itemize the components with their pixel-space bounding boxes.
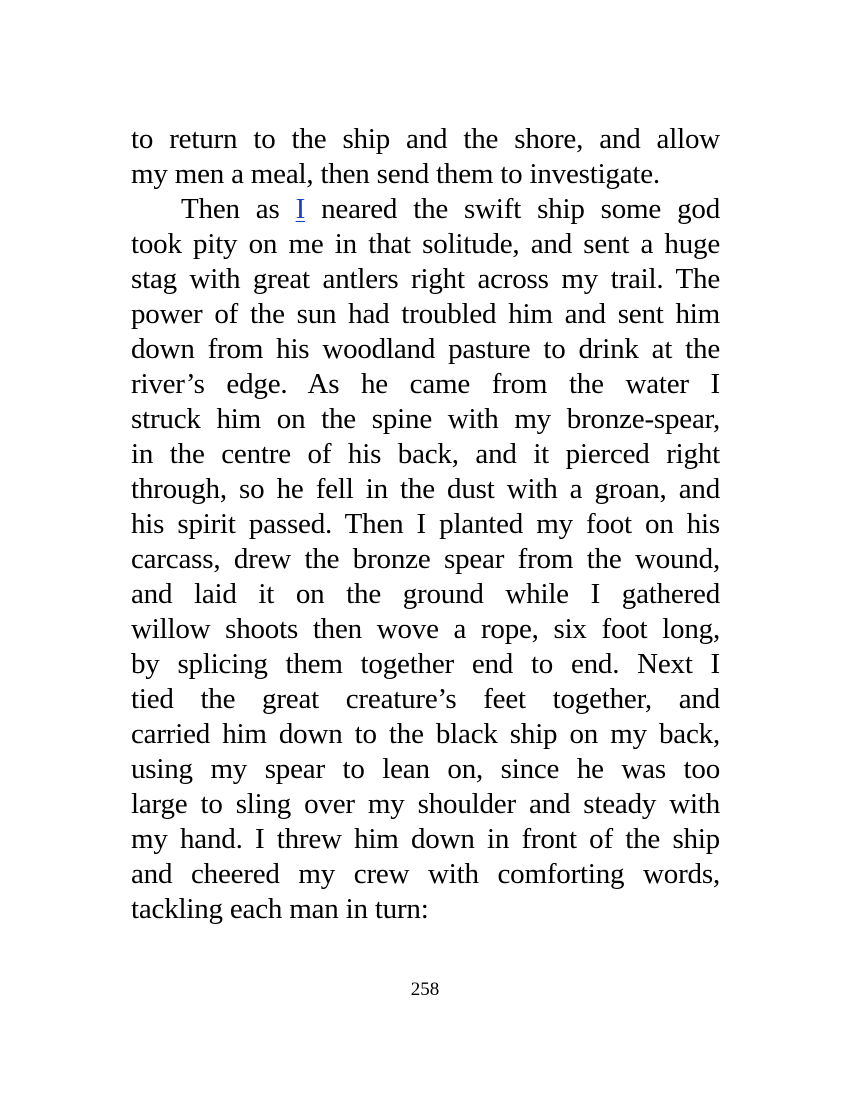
text-segment: Then as xyxy=(181,193,280,225)
text-line: in the centre of his back, and it pierced right xyxy=(131,438,720,470)
footnote-link[interactable]: I xyxy=(295,193,306,225)
text-line: tied the great creature’s feet together, and xyxy=(131,683,720,715)
text-line: using my spear to lean on, since he was too xyxy=(131,753,720,785)
text-line: and cheered my crew with comforting words, xyxy=(131,858,720,890)
text-line: to return to the ship and the shore, and allow xyxy=(131,123,720,155)
text-line: down from his woodland pasture to drink at the xyxy=(131,333,720,365)
text-line: struck him on the spine with my bronze-spear, xyxy=(131,403,720,435)
text-line: through, so he fell in the dust with a groan, and xyxy=(131,473,720,505)
text-line: carcass, drew the bronze spear from the wound, xyxy=(131,543,720,575)
paragraph xyxy=(131,122,720,192)
text-line: large to sling over my shoulder and steady with xyxy=(131,788,720,820)
text-line: and laid it on the ground while I gathered xyxy=(131,578,720,610)
text-line: by splicing them together end to end. Next I xyxy=(131,648,720,680)
paragraph xyxy=(131,192,720,927)
text-line: my men a meal, then send them to investigate. xyxy=(131,158,660,190)
text-line: his spirit passed. Then I planted my foot on his xyxy=(131,508,720,540)
text-line: took pity on me in that solitude, and sent a huge xyxy=(131,228,720,260)
text-line: carried him down to the black ship on my back, xyxy=(131,718,720,750)
text-line: tackling each man in turn: xyxy=(131,893,429,925)
text-segment: neared the swift ship some god xyxy=(321,193,720,225)
text-line xyxy=(131,192,720,227)
text-line: river’s edge. As he came from the water I xyxy=(131,368,720,400)
page-number: 258 xyxy=(410,979,440,1000)
text-line: power of the sun had troubled him and sent him xyxy=(131,298,720,330)
text-line: my hand. I threw him down in front of the ship xyxy=(131,823,720,855)
text-line: willow shoots then wove a rope, six foot long, xyxy=(131,613,720,645)
page-body xyxy=(131,122,720,927)
text-line: stag with great antlers right across my trail. The xyxy=(131,263,720,295)
